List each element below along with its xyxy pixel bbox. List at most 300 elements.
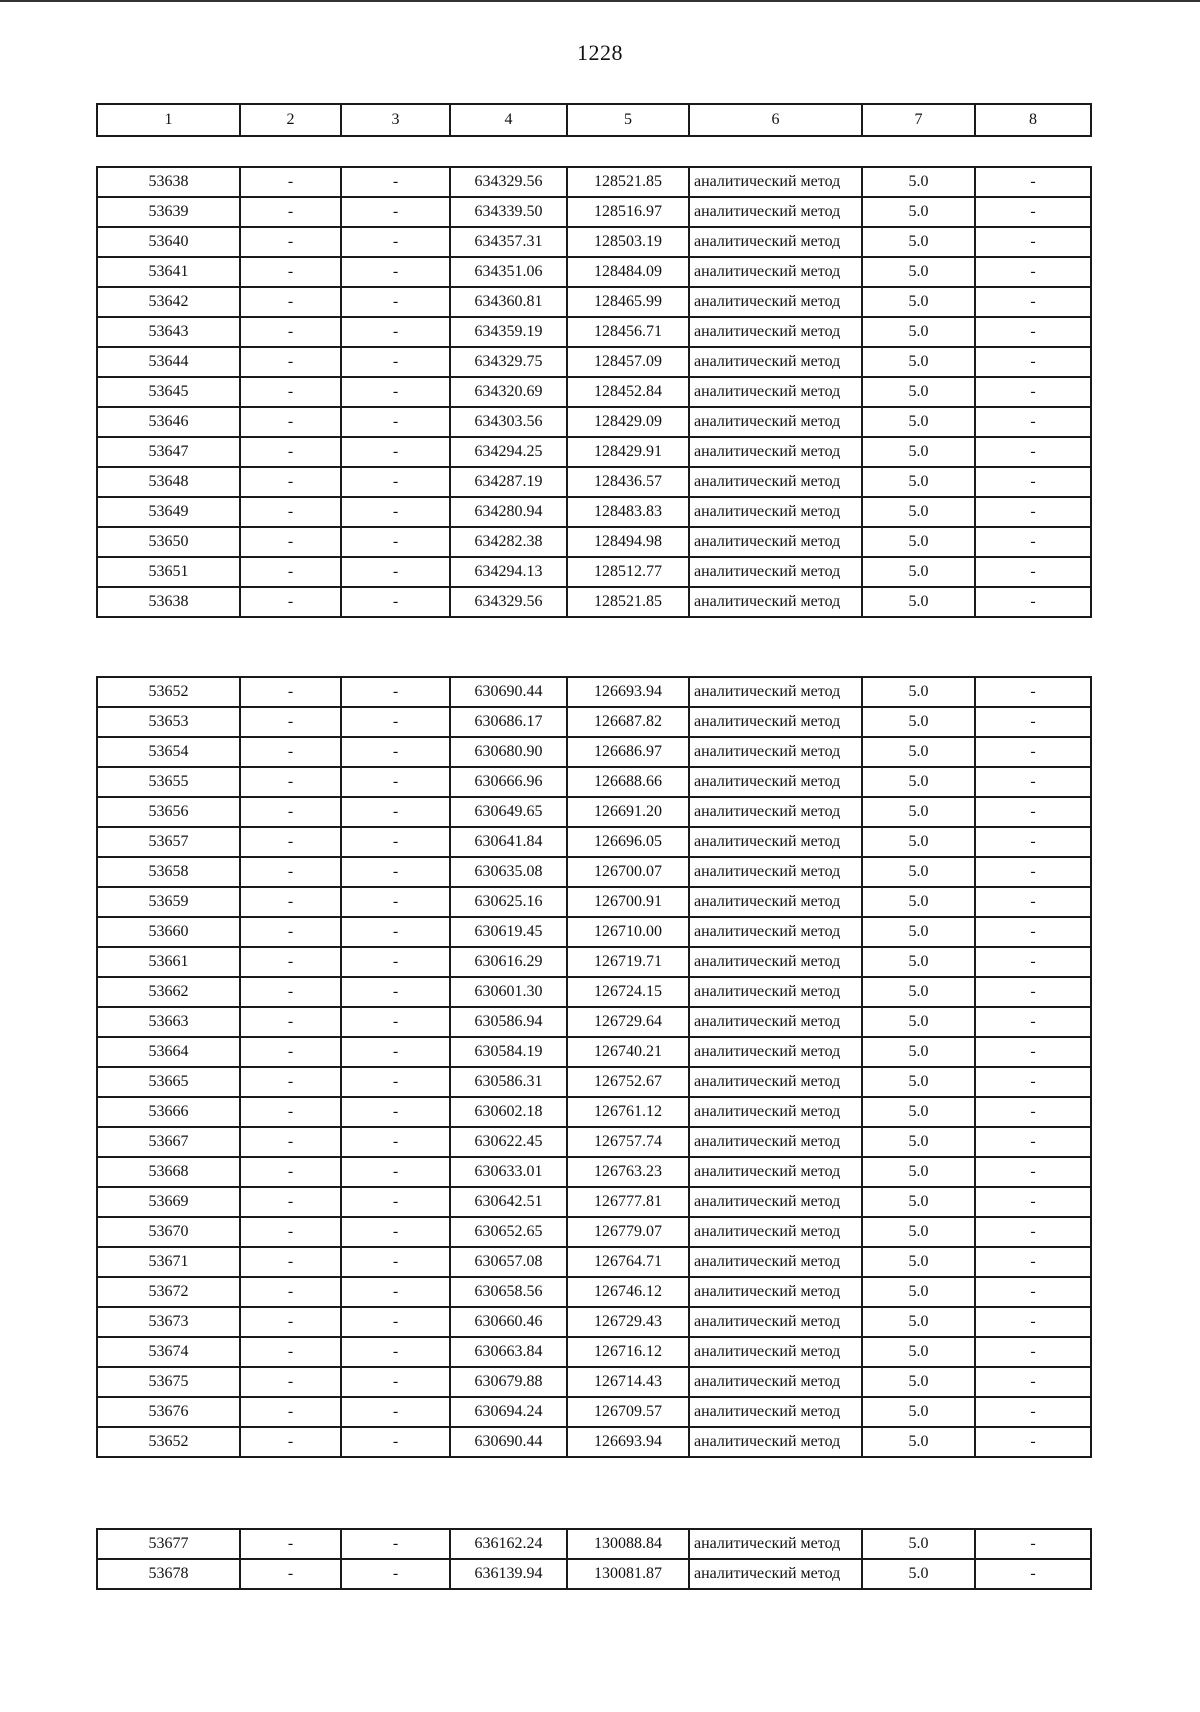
col8-cell: - (975, 887, 1091, 917)
col8-cell: - (975, 257, 1091, 287)
y-coordinate-cell: 126693.94 (567, 1427, 689, 1457)
col8-cell: - (975, 1427, 1091, 1457)
y-coordinate-cell: 126777.81 (567, 1187, 689, 1217)
method-cell: аналитический метод (689, 917, 862, 947)
y-coordinate-cell: 128429.91 (567, 437, 689, 467)
method-cell: аналитический метод (689, 257, 862, 287)
accuracy-cell: 5.0 (862, 287, 975, 317)
x-coordinate-cell: 630642.51 (450, 1187, 567, 1217)
accuracy-cell: 5.0 (862, 1277, 975, 1307)
point-number-cell: 53661 (97, 947, 240, 977)
method-cell: аналитический метод (689, 1307, 862, 1337)
accuracy-cell: 5.0 (862, 1529, 975, 1559)
x-coordinate-cell: 630663.84 (450, 1337, 567, 1367)
x-coordinate-cell: 630686.17 (450, 707, 567, 737)
method-cell: аналитический метод (689, 197, 862, 227)
col3-cell: - (341, 1307, 450, 1337)
col2-cell: - (240, 437, 341, 467)
y-coordinate-cell: 128436.57 (567, 467, 689, 497)
accuracy-cell: 5.0 (862, 707, 975, 737)
method-cell: аналитический метод (689, 797, 862, 827)
table-row (97, 1097, 1091, 1127)
accuracy-cell: 5.0 (862, 407, 975, 437)
x-coordinate-cell: 634282.38 (450, 527, 567, 557)
accuracy-cell: 5.0 (862, 1247, 975, 1277)
table-row (97, 887, 1091, 917)
col3-cell: - (341, 737, 450, 767)
col2-cell: - (240, 1277, 341, 1307)
table-row (97, 1337, 1091, 1367)
method-cell: аналитический метод (689, 707, 862, 737)
point-number-cell: 53666 (97, 1097, 240, 1127)
method-cell: аналитический метод (689, 227, 862, 257)
accuracy-cell: 5.0 (862, 1127, 975, 1157)
col2-cell: - (240, 1337, 341, 1367)
table-row (97, 947, 1091, 977)
col3-cell: - (341, 1247, 450, 1277)
x-coordinate-cell: 630690.44 (450, 1427, 567, 1457)
accuracy-cell: 5.0 (862, 587, 975, 617)
accuracy-cell: 5.0 (862, 887, 975, 917)
method-cell: аналитический метод (689, 947, 862, 977)
page-number: 1228 (577, 40, 623, 65)
col8-cell: - (975, 527, 1091, 557)
point-number-cell: 53672 (97, 1277, 240, 1307)
method-cell: аналитический метод (689, 1277, 862, 1307)
col3-cell: - (341, 467, 450, 497)
col3-cell: - (341, 1007, 450, 1037)
col8-cell: - (975, 317, 1091, 347)
table-row (97, 767, 1091, 797)
col2-cell: - (240, 497, 341, 527)
col8-cell: - (975, 1127, 1091, 1157)
col2-cell: - (240, 407, 341, 437)
col2-cell: - (240, 377, 341, 407)
x-coordinate-cell: 634359.19 (450, 317, 567, 347)
coordinates-table-block-3 (96, 1528, 1092, 1590)
col3-cell: - (341, 287, 450, 317)
table-row (97, 1037, 1091, 1067)
col8-cell: - (975, 1247, 1091, 1277)
y-coordinate-cell: 126746.12 (567, 1277, 689, 1307)
x-coordinate-cell: 630625.16 (450, 887, 567, 917)
table-row (97, 167, 1091, 197)
point-number-cell: 53677 (97, 1529, 240, 1559)
accuracy-cell: 5.0 (862, 437, 975, 467)
col3-cell: - (341, 707, 450, 737)
col8-cell: - (975, 677, 1091, 707)
col8-cell: - (975, 767, 1091, 797)
col2-cell: - (240, 857, 341, 887)
column-header-cell: 8 (975, 104, 1091, 136)
x-coordinate-cell: 634329.56 (450, 587, 567, 617)
table-row (97, 1157, 1091, 1187)
point-number-cell: 53652 (97, 1427, 240, 1457)
x-coordinate-cell: 634287.19 (450, 467, 567, 497)
point-number-cell: 53670 (97, 1217, 240, 1247)
accuracy-cell: 5.0 (862, 1037, 975, 1067)
y-coordinate-cell: 126724.15 (567, 977, 689, 1007)
method-cell: аналитический метод (689, 737, 862, 767)
col3-cell: - (341, 167, 450, 197)
col3-cell: - (341, 197, 450, 227)
point-number-cell: 53643 (97, 317, 240, 347)
table-row (97, 1187, 1091, 1217)
col3-cell: - (341, 557, 450, 587)
table-row (97, 257, 1091, 287)
method-cell: аналитический метод (689, 1397, 862, 1427)
accuracy-cell: 5.0 (862, 1307, 975, 1337)
method-cell: аналитический метод (689, 497, 862, 527)
x-coordinate-cell: 630666.96 (450, 767, 567, 797)
col8-cell: - (975, 917, 1091, 947)
col3-cell: - (341, 1367, 450, 1397)
accuracy-cell: 5.0 (862, 467, 975, 497)
method-cell: аналитический метод (689, 857, 862, 887)
x-coordinate-cell: 634294.13 (450, 557, 567, 587)
col8-cell: - (975, 1217, 1091, 1247)
accuracy-cell: 5.0 (862, 737, 975, 767)
y-coordinate-cell: 128503.19 (567, 227, 689, 257)
col3-cell: - (341, 407, 450, 437)
col3-cell: - (341, 1337, 450, 1367)
y-coordinate-cell: 128484.09 (567, 257, 689, 287)
y-coordinate-cell: 130088.84 (567, 1529, 689, 1559)
accuracy-cell: 5.0 (862, 1217, 975, 1247)
accuracy-cell: 5.0 (862, 917, 975, 947)
accuracy-cell: 5.0 (862, 347, 975, 377)
x-coordinate-cell: 630602.18 (450, 1097, 567, 1127)
x-coordinate-cell: 630633.01 (450, 1157, 567, 1187)
x-coordinate-cell: 630635.08 (450, 857, 567, 887)
point-number-cell: 53642 (97, 287, 240, 317)
x-coordinate-cell: 630679.88 (450, 1367, 567, 1397)
accuracy-cell: 5.0 (862, 257, 975, 287)
col2-cell: - (240, 1037, 341, 1067)
table-row (97, 1217, 1091, 1247)
table-row (97, 557, 1091, 587)
col8-cell: - (975, 497, 1091, 527)
col8-cell: - (975, 437, 1091, 467)
y-coordinate-cell: 128483.83 (567, 497, 689, 527)
accuracy-cell: 5.0 (862, 1007, 975, 1037)
col8-cell: - (975, 1067, 1091, 1097)
method-cell: аналитический метод (689, 1217, 862, 1247)
point-number-cell: 53657 (97, 827, 240, 857)
method-cell: аналитический метод (689, 1337, 862, 1367)
method-cell: аналитический метод (689, 377, 862, 407)
x-coordinate-cell: 630649.65 (450, 797, 567, 827)
col2-cell: - (240, 467, 341, 497)
col2-cell: - (240, 1559, 341, 1589)
col3-cell: - (341, 497, 450, 527)
col8-cell: - (975, 1397, 1091, 1427)
method-cell: аналитический метод (689, 1097, 862, 1127)
accuracy-cell: 5.0 (862, 947, 975, 977)
x-coordinate-cell: 630586.94 (450, 1007, 567, 1037)
col2-cell: - (240, 1097, 341, 1127)
point-number-cell: 53647 (97, 437, 240, 467)
col2-cell: - (240, 707, 341, 737)
col2-cell: - (240, 227, 341, 257)
method-cell: аналитический метод (689, 437, 862, 467)
col3-cell: - (341, 1187, 450, 1217)
column-header-cell: 2 (240, 104, 341, 136)
column-header-cell: 7 (862, 104, 975, 136)
col2-cell: - (240, 1427, 341, 1457)
method-cell: аналитический метод (689, 1067, 862, 1097)
x-coordinate-cell: 630622.45 (450, 1127, 567, 1157)
col3-cell: - (341, 947, 450, 977)
y-coordinate-cell: 126709.57 (567, 1397, 689, 1427)
point-number-cell: 53654 (97, 737, 240, 767)
point-number-cell: 53648 (97, 467, 240, 497)
table-row (97, 707, 1091, 737)
accuracy-cell: 5.0 (862, 317, 975, 347)
col2-cell: - (240, 197, 341, 227)
y-coordinate-cell: 128429.09 (567, 407, 689, 437)
table-row (97, 1127, 1091, 1157)
col3-cell: - (341, 1127, 450, 1157)
table-row (97, 1067, 1091, 1097)
method-cell: аналитический метод (689, 1157, 862, 1187)
accuracy-cell: 5.0 (862, 1427, 975, 1457)
col2-cell: - (240, 1529, 341, 1559)
x-coordinate-cell: 634357.31 (450, 227, 567, 257)
col2-cell: - (240, 1067, 341, 1097)
col2-cell: - (240, 1247, 341, 1277)
col8-cell: - (975, 467, 1091, 497)
point-number-cell: 53671 (97, 1247, 240, 1277)
point-number-cell: 53663 (97, 1007, 240, 1037)
col2-cell: - (240, 317, 341, 347)
col3-cell: - (341, 857, 450, 887)
x-coordinate-cell: 630619.45 (450, 917, 567, 947)
point-number-cell: 53651 (97, 557, 240, 587)
y-coordinate-cell: 128521.85 (567, 167, 689, 197)
table-row (97, 797, 1091, 827)
table-row (97, 827, 1091, 857)
point-number-cell: 53667 (97, 1127, 240, 1157)
accuracy-cell: 5.0 (862, 1559, 975, 1589)
accuracy-cell: 5.0 (862, 227, 975, 257)
x-coordinate-cell: 634351.06 (450, 257, 567, 287)
col8-cell: - (975, 287, 1091, 317)
point-number-cell: 53676 (97, 1397, 240, 1427)
col8-cell: - (975, 1559, 1091, 1589)
y-coordinate-cell: 128456.71 (567, 317, 689, 347)
col2-cell: - (240, 527, 341, 557)
col3-cell: - (341, 1217, 450, 1247)
table-row (97, 737, 1091, 767)
x-coordinate-cell: 634303.56 (450, 407, 567, 437)
point-number-cell: 53653 (97, 707, 240, 737)
col8-cell: - (975, 347, 1091, 377)
x-coordinate-cell: 630586.31 (450, 1067, 567, 1097)
accuracy-cell: 5.0 (862, 1067, 975, 1097)
point-number-cell: 53668 (97, 1157, 240, 1187)
y-coordinate-cell: 126691.20 (567, 797, 689, 827)
col2-cell: - (240, 947, 341, 977)
table-row (97, 527, 1091, 557)
col2-cell: - (240, 1127, 341, 1157)
point-number-cell: 53640 (97, 227, 240, 257)
column-header-row (97, 104, 1091, 136)
x-coordinate-cell: 630690.44 (450, 677, 567, 707)
point-number-cell: 53669 (97, 1187, 240, 1217)
column-header-cell: 6 (689, 104, 862, 136)
table-row (97, 677, 1091, 707)
accuracy-cell: 5.0 (862, 377, 975, 407)
col8-cell: - (975, 1529, 1091, 1559)
point-number-cell: 53678 (97, 1559, 240, 1589)
x-coordinate-cell: 630657.08 (450, 1247, 567, 1277)
y-coordinate-cell: 126688.66 (567, 767, 689, 797)
column-header-table (96, 103, 1092, 137)
col8-cell: - (975, 947, 1091, 977)
method-cell: аналитический метод (689, 1037, 862, 1067)
table-row (97, 377, 1091, 407)
col8-cell: - (975, 1187, 1091, 1217)
x-coordinate-cell: 634320.69 (450, 377, 567, 407)
coordinates-table-block-2 (96, 676, 1092, 1458)
table-row (97, 467, 1091, 497)
table-row (97, 287, 1091, 317)
point-number-cell: 53641 (97, 257, 240, 287)
method-cell: аналитический метод (689, 287, 862, 317)
col3-cell: - (341, 1037, 450, 1067)
point-number-cell: 53639 (97, 197, 240, 227)
table-row (97, 1007, 1091, 1037)
col8-cell: - (975, 827, 1091, 857)
x-coordinate-cell: 630616.29 (450, 947, 567, 977)
point-number-cell: 53660 (97, 917, 240, 947)
method-cell: аналитический метод (689, 557, 862, 587)
y-coordinate-cell: 128494.98 (567, 527, 689, 557)
accuracy-cell: 5.0 (862, 977, 975, 1007)
column-header-cell: 3 (341, 104, 450, 136)
point-number-cell: 53674 (97, 1337, 240, 1367)
col2-cell: - (240, 557, 341, 587)
col2-cell: - (240, 917, 341, 947)
y-coordinate-cell: 130081.87 (567, 1559, 689, 1589)
col8-cell: - (975, 377, 1091, 407)
col2-cell: - (240, 1217, 341, 1247)
col3-cell: - (341, 797, 450, 827)
point-number-cell: 53649 (97, 497, 240, 527)
col3-cell: - (341, 587, 450, 617)
point-number-cell: 53645 (97, 377, 240, 407)
x-coordinate-cell: 636162.24 (450, 1529, 567, 1559)
col3-cell: - (341, 1529, 450, 1559)
table-row (97, 1307, 1091, 1337)
table-row (97, 1367, 1091, 1397)
y-coordinate-cell: 128457.09 (567, 347, 689, 377)
point-number-cell: 53662 (97, 977, 240, 1007)
x-coordinate-cell: 634294.25 (450, 437, 567, 467)
accuracy-cell: 5.0 (862, 767, 975, 797)
accuracy-cell: 5.0 (862, 857, 975, 887)
col8-cell: - (975, 1337, 1091, 1367)
y-coordinate-cell: 126686.97 (567, 737, 689, 767)
y-coordinate-cell: 126716.12 (567, 1337, 689, 1367)
x-coordinate-cell: 634339.50 (450, 197, 567, 227)
table-row (97, 407, 1091, 437)
point-number-cell: 53658 (97, 857, 240, 887)
method-cell: аналитический метод (689, 587, 862, 617)
accuracy-cell: 5.0 (862, 1187, 975, 1217)
accuracy-cell: 5.0 (862, 167, 975, 197)
x-coordinate-cell: 630680.90 (450, 737, 567, 767)
y-coordinate-cell: 126729.64 (567, 1007, 689, 1037)
method-cell: аналитический метод (689, 1559, 862, 1589)
table-row (97, 437, 1091, 467)
x-coordinate-cell: 630584.19 (450, 1037, 567, 1067)
col2-cell: - (240, 257, 341, 287)
table-row (97, 587, 1091, 617)
accuracy-cell: 5.0 (862, 1367, 975, 1397)
col3-cell: - (341, 317, 450, 347)
accuracy-cell: 5.0 (862, 527, 975, 557)
table-row (97, 1559, 1091, 1589)
col8-cell: - (975, 1007, 1091, 1037)
col2-cell: - (240, 977, 341, 1007)
col8-cell: - (975, 407, 1091, 437)
col2-cell: - (240, 1157, 341, 1187)
table-row (97, 197, 1091, 227)
col3-cell: - (341, 917, 450, 947)
method-cell: аналитический метод (689, 887, 862, 917)
col2-cell: - (240, 1187, 341, 1217)
method-cell: аналитический метод (689, 827, 862, 857)
col2-cell: - (240, 347, 341, 377)
y-coordinate-cell: 126696.05 (567, 827, 689, 857)
y-coordinate-cell: 126779.07 (567, 1217, 689, 1247)
point-number-cell: 53646 (97, 407, 240, 437)
coordinates-table-block-1 (96, 166, 1092, 618)
col3-cell: - (341, 767, 450, 797)
col8-cell: - (975, 1157, 1091, 1187)
col8-cell: - (975, 557, 1091, 587)
point-number-cell: 53656 (97, 797, 240, 827)
y-coordinate-cell: 126740.21 (567, 1037, 689, 1067)
col3-cell: - (341, 977, 450, 1007)
x-coordinate-cell: 630660.46 (450, 1307, 567, 1337)
x-coordinate-cell: 634360.81 (450, 287, 567, 317)
col3-cell: - (341, 1397, 450, 1427)
col8-cell: - (975, 1307, 1091, 1337)
point-number-cell: 53638 (97, 167, 240, 197)
col3-cell: - (341, 677, 450, 707)
col8-cell: - (975, 1097, 1091, 1127)
method-cell: аналитический метод (689, 1187, 862, 1217)
accuracy-cell: 5.0 (862, 827, 975, 857)
x-coordinate-cell: 630694.24 (450, 1397, 567, 1427)
col2-cell: - (240, 1307, 341, 1337)
x-coordinate-cell: 634329.75 (450, 347, 567, 377)
x-coordinate-cell: 630652.65 (450, 1217, 567, 1247)
table-row (97, 917, 1091, 947)
point-number-cell: 53673 (97, 1307, 240, 1337)
method-cell: аналитический метод (689, 317, 862, 347)
col3-cell: - (341, 1097, 450, 1127)
point-number-cell: 53655 (97, 767, 240, 797)
col2-cell: - (240, 737, 341, 767)
table-row (97, 1247, 1091, 1277)
col8-cell: - (975, 227, 1091, 257)
accuracy-cell: 5.0 (862, 1157, 975, 1187)
col3-cell: - (341, 437, 450, 467)
